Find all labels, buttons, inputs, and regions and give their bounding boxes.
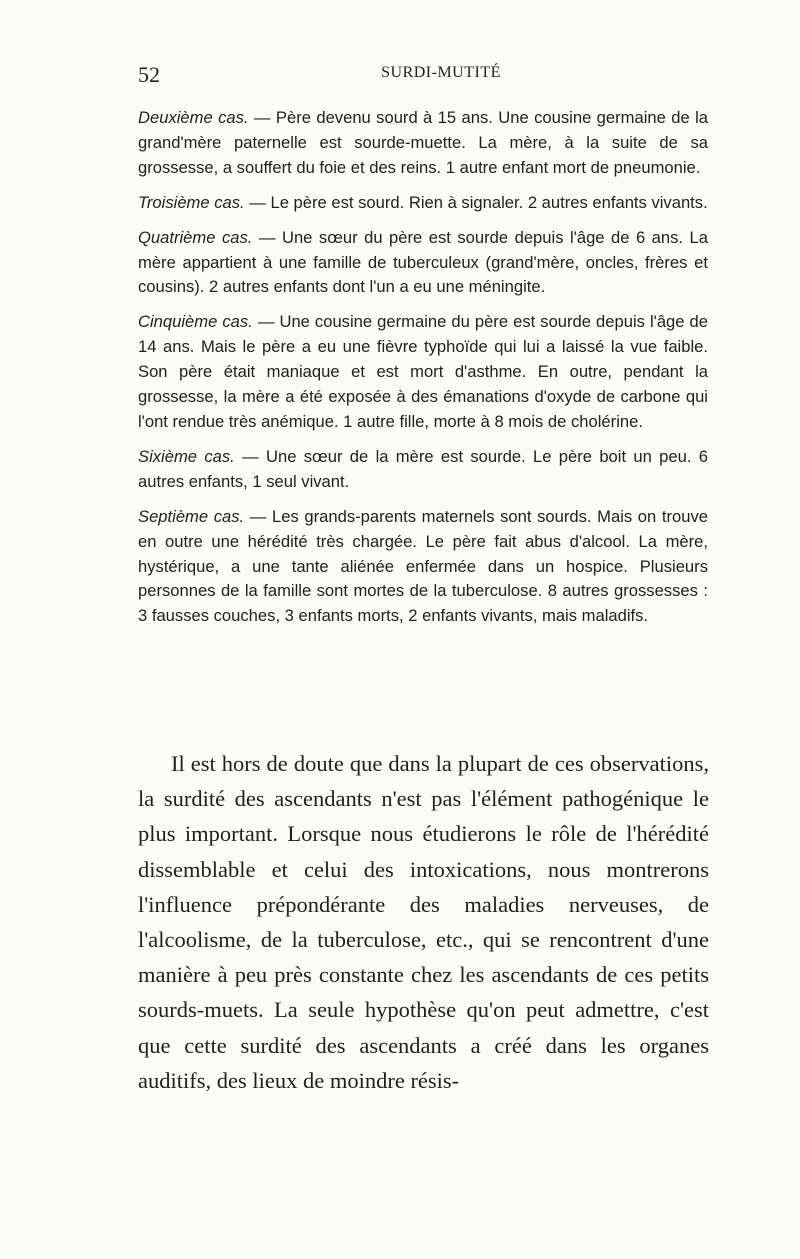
- page-header: [138, 62, 678, 86]
- case-label: Quatrième cas.: [138, 227, 253, 247]
- case-list: [138, 106, 708, 639]
- case-text: — Les grands-parents maternels sont sourds. Mais on trouve en outre une hérédité très chargée. Le père fait abus d'alcool. La mère, hystérique, a une tante aliénée enfermée dans un hospice. Plusieurs personnes de la famille sont mortes de la tuberculose. 8 autres grossesses : 3 fausses couches, 3 enfants morts, 2 enfants vivants, mais maladifs.: [138, 506, 708, 626]
- case-paragraph: [138, 310, 708, 435]
- case-label: Cinquième cas.: [138, 312, 253, 332]
- case-paragraph: [138, 445, 708, 495]
- case-paragraph: [138, 106, 708, 181]
- case-label: Deuxième cas.: [138, 108, 249, 127]
- case-text: — Le père est sourd. Rien à signaler. 2 autres enfants vivants.: [244, 192, 708, 212]
- case-label: Sixième cas.: [138, 446, 235, 466]
- case-label: Septième cas.: [138, 506, 245, 526]
- case-paragraph: [138, 226, 708, 301]
- case-text: — Une cousine germaine du père est sourde depuis l'âge de 14 ans. Mais le père a eu une fièvre typhoïde qui lui a laissé la vue faible. Son père était maniaque et est mort d'asthme. En outre, pendant la grossesse, la mère a été exposée à des émanations d'oxyde de carbone qui l'ont rendue très anémique. 1 autre fille, morte à 8 mois de cholérine.: [138, 312, 708, 431]
- conclusion-text: Il est hors de doute que dans la plupart de ces observations, la surdité des ascendants n'est pas l'élément pathogénique le plus important. Lorsque nous étudierons le rôle de l'hérédité dissemblable et celui des intoxications, nous montrerons l'influence prépondérante des maladies nerveuses, de l'alcoolisme, de la tuberculose, etc., qui se rencontrent d'une manière à peu près constante chez les ascendants de ces petits sourds-muets. La seule hypothèse qu'on peut admettre, c'est que cette surdité des ascendants a créé dans les organes auditifs, des lieux de moindre résis-: [138, 751, 709, 1093]
- case-paragraph: [138, 191, 708, 216]
- running-title: SURDI-MUTITÉ: [381, 64, 501, 81]
- case-label: Troisième cas.: [138, 192, 245, 212]
- case-text: — Une sœur du père est sourde depuis l'âge de 6 ans. La mère appartient à une famille de tuberculeux (grand'mère, oncles, frères et cousins). 2 autres enfants dont l'un a eu une méningite.: [138, 227, 708, 297]
- case-paragraph: [138, 505, 708, 630]
- page-number: 52: [138, 62, 160, 87]
- case-text: — Une sœur de la mère est sourde. Le père boit un peu. 6 autres enfants, 1 seul vivant.: [138, 446, 709, 491]
- conclusion-paragraph: [138, 746, 709, 1098]
- case-text: — Père devenu sourd à 15 ans. Une cousine germaine de la grand'mère paternelle est sourde-muette. La mère, à la suite de sa grossesse, a souffert du foie et des reins. 1 autre enfant mort de pneumonie.: [138, 108, 709, 177]
